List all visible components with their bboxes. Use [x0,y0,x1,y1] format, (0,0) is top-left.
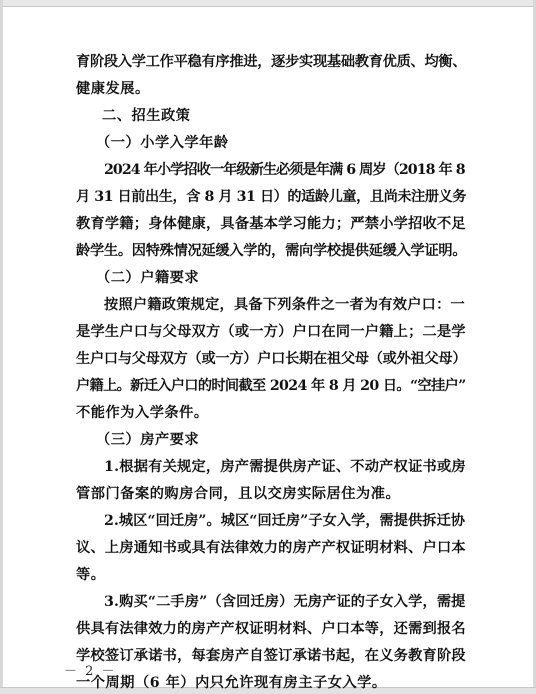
section-heading: 二、招生政策 [102,108,191,124]
page-number: － 2 － [64,664,117,679]
body-line: 管部门备案的购房合同，且以交房实际居住为准。 [76,486,401,502]
body-line: 健康发展。 [76,81,150,97]
body-line: 是学生户口与父母双方（或一方）户口在同一户籍上；二是学 [76,324,466,340]
body-line: 龄学生。因特殊情况延缓入学的，需向学校提供延缓入学证明。 [76,243,467,259]
body-line: 2024 年小学招收一年级新生必须是年满 6 周岁（2018 年 8 [104,162,465,178]
body-line: 月 31 日前出生，含 8 月 31 日）的适龄儿童，且尚未注册义务 [76,189,467,205]
body-line: 一个周期（6 年）内只允许现有房主子女入学。 [76,675,387,691]
body-line: 按照户籍政策规定，具备下列条件之一者为有效户口：一 [104,297,465,313]
body-line: 生户口与父母双方（或一方）户口长期在祖父母（或外祖父母） [76,351,467,367]
body-line: 供具有法律效力的房产产权证明材料、户口本等，还需到报名 [76,621,466,637]
viewer-top-border [0,0,536,7]
body-line: 育阶段入学工作平稳有序推进，逐步实现基础教育优质、均衡、 [76,54,467,70]
subsection-heading: （二）户籍要求 [96,270,200,286]
body-line: 户籍上。新迁入户口的时间截至 2024 年 8 月 20 日。“空挂户” [76,378,466,394]
subsection-heading: （三）房产要求 [96,432,200,448]
body-line: 3.购买“二手房”（含回迁房）无房产证的子女入学，需提 [104,594,466,610]
body-line: 议、上房通知书或具有法律效力的房产产权证明材料、户口本 [76,540,466,556]
body-line: 教育学籍；身体健康，具备基本学习能力；严禁小学招收不足 [76,216,466,232]
viewer-left-border [0,0,3,694]
body-line: 2.城区“回迁房”。城区“回迁房”子女入学，需提供拆迁协 [104,513,465,529]
body-line: 学校签订承诺书，每套房产自签订承诺书起，在义务教育阶段 [76,648,466,664]
body-line: 等。 [76,567,106,583]
body-line: 1.根据有关规定，房产需提供房产证、不动产权证书或房 [104,459,466,475]
body-line: 不能作为入学条件。 [76,405,209,421]
subsection-heading: （一）小学入学年龄 [96,135,229,151]
